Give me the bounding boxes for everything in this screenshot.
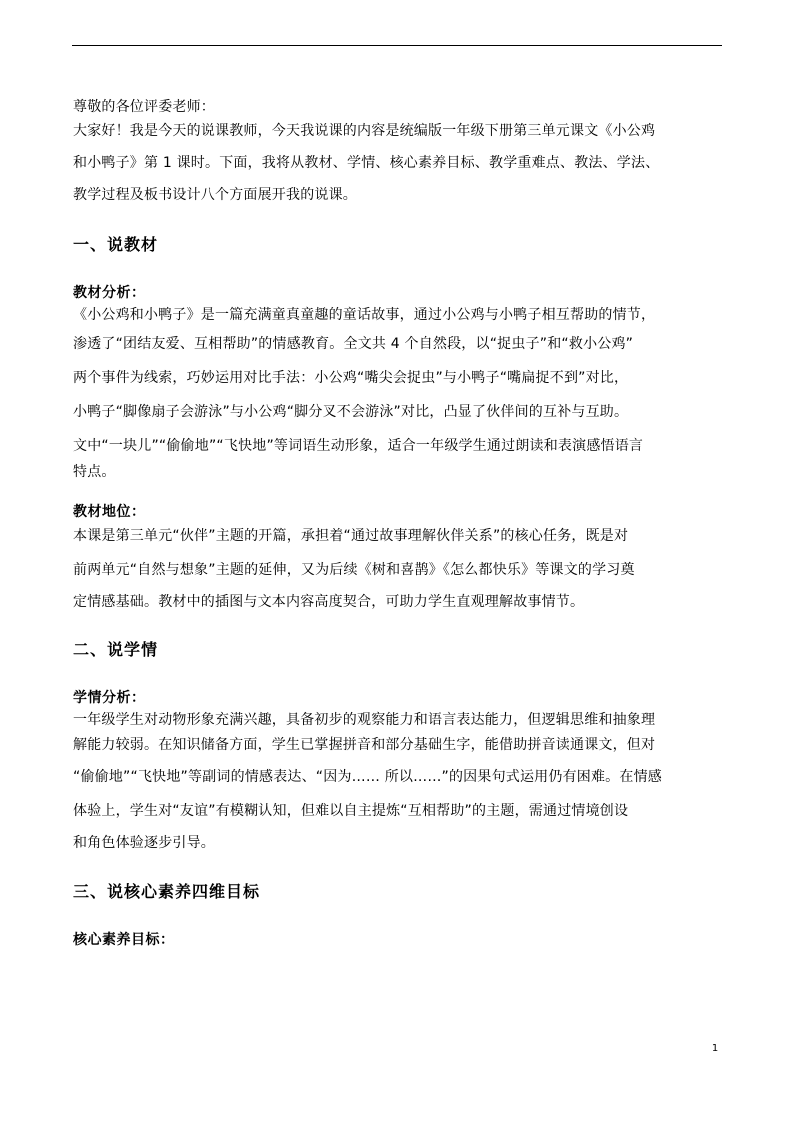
paragraph-line: 《小公鸡和小鸭子》是一篇充满童真童趣的童话故事，通过小公鸡与小鸭子相互帮助的情节， [73,307,656,323]
subsection-title-student-analysis: 学情分析： [73,690,146,706]
intro-line: 大家好！我是今天的说课教师，今天我说课的内容是统编版一年级下册第三单元课文《小公鸡 [73,123,656,139]
section-title-goals: 三、说核心素养四维目标 [73,882,261,901]
intro-line: 和小鸭子》第 1 课时。下面，我将从教材、学情、核心素养目标、教学重难点、教法、学法、 [73,155,660,171]
paragraph-line: 特点。 [73,464,116,480]
section-title-students: 二、说学情 [73,640,159,659]
paragraph-line: 两个事件为线索，巧妙运用对比手法：小公鸡“嘴尖会捉虫”与小鸭子“嘴扁捉不到”对比， [73,370,629,386]
salutation: 尊敬的各位评委老师： [73,99,215,115]
paragraph-line: 一年级学生对动物形象充满兴趣，具备初步的观察能力和语言表达能力，但逻辑思维和抽象理 [73,712,656,728]
header-rule [72,45,722,46]
paragraph-line: 渗透了“团结友爱、互相帮助”的情感教育。全文共 4 个自然段，以“捉虫子”和“救小公鸡” [73,336,634,352]
paragraph-line: 解能力较弱。在知识储备方面，学生已掌握拼音和部分基础生字，能借助拼音读通课文，但对 [73,737,656,753]
paragraph-line: 定情感基础。教材中的插图与文本内容高度契合，可助力学生直观理解故事情节。 [73,594,585,610]
paragraph-line: 和角色体验逐步引导。 [73,835,215,851]
paragraph-line: 小鸭子“脚像扇子会游泳”与小公鸡“脚分叉不会游泳”对比，凸显了伙伴间的互补与互助。 [73,404,629,420]
paragraph-line: 体验上，学生对“友谊”有模糊认知，但难以自主提炼“互相帮助”的主题，需通过情境创设 [73,803,629,819]
paragraph-line: 前两单元“自然与想象”主题的延伸，又为后续《树和喜鹊》《怎么都快乐》等课文的学习奠 [73,562,635,578]
subsection-title-position: 教材地位： [73,504,146,520]
document-body [73,96,723,951]
intro-line: 教学过程及板书设计八个方面展开我的说课。 [73,187,357,203]
section-title-textbook: 一、说教材 [73,235,159,254]
page-number: 1 [711,1043,719,1054]
paragraph-line: “偷偷地”“飞快地”等副词的情感表达、“因为…… 所以……”的因果句式运用仍有困难。在情感 [73,769,662,785]
paragraph-line: 文中“一块儿”“偷偷地”“飞快地”等词语生动形象，适合一年级学生通过朗读和表演感悟语言 [73,438,644,454]
paragraph-line: 本课是第三单元“伙伴”主题的开篇，承担着“通过故事理解伙伴关系”的核心任务，既是对 [73,528,629,544]
subsection-title-analysis: 教材分析： [73,285,146,301]
subsection-title-goals: 核心素养目标： [73,932,175,948]
